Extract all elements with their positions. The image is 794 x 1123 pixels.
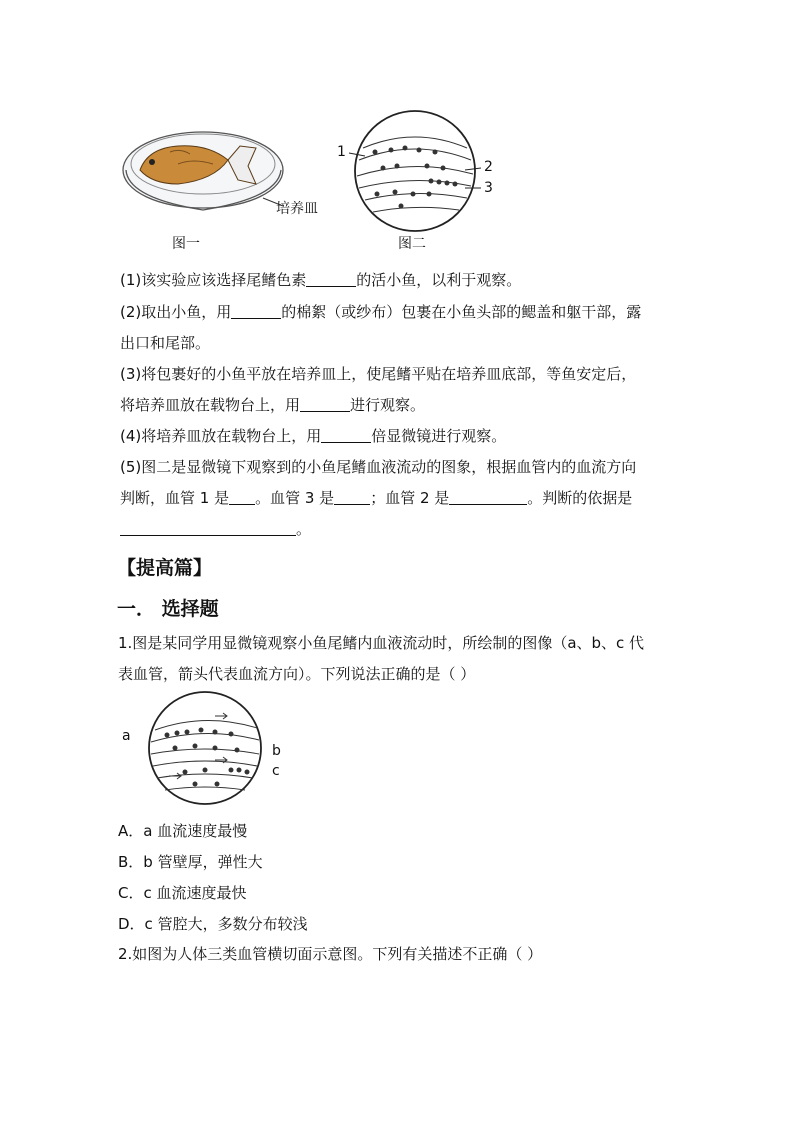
answer-blank bbox=[306, 272, 356, 287]
figure-one-caption: 图一 bbox=[172, 236, 200, 252]
step-5-cont: 判断，血管 1 是 。血管 3 是 ；血管 2 是 。判断的依据是 bbox=[120, 489, 633, 507]
step-3-cont: 将培养皿放在载物台上，用 进行观察。 bbox=[120, 396, 426, 414]
vessel-label-1: 1 bbox=[337, 144, 346, 160]
microscope-view-figure-2 bbox=[335, 108, 495, 238]
step-3: (3)将包裹好的小鱼平放在培养皿上，使尾鳍平贴在培养皿底部，等鱼安定后， bbox=[120, 365, 637, 383]
answer-blank bbox=[449, 490, 527, 505]
answer-blank bbox=[334, 490, 370, 505]
section-subtitle: 一． 选择题 bbox=[117, 598, 219, 620]
figure-two-caption: 图二 bbox=[398, 236, 426, 252]
vessel-label-2: 2 bbox=[484, 159, 493, 175]
option-c: C．c 血流速度最快 bbox=[118, 884, 247, 902]
answer-blank bbox=[229, 490, 255, 505]
vessel-label-3: 3 bbox=[484, 180, 493, 196]
section-title: 【提高篇】 bbox=[117, 557, 213, 579]
dish-label: 培养皿 bbox=[276, 201, 318, 217]
question-1-stem: 1.图是某同学用显微镜观察小鱼尾鳍内血液流动时，所绘制的图像（a、b、c 代 bbox=[118, 634, 645, 652]
option-d: D．c 管腔大，多数分布较浅 bbox=[118, 915, 308, 933]
option-b: B．b 管壁厚，弹性大 bbox=[118, 853, 263, 871]
answer-blank bbox=[321, 428, 371, 443]
answer-blank bbox=[120, 521, 296, 536]
vessel-label-b: b bbox=[272, 743, 281, 759]
step-2-cont: 出口和尾部。 bbox=[120, 334, 211, 352]
step-2: (2)取出小鱼，用 的棉絮（或纱布）包裹在小鱼头部的鳃盖和躯干部，露 bbox=[120, 303, 642, 321]
petri-dish-fish-figure bbox=[118, 118, 293, 223]
question-1-stem-cont: 表血管，箭头代表血流方向）。下列说法正确的是（ ） bbox=[118, 665, 476, 683]
step-5: (5)图二是显微镜下观察到的小鱼尾鳍血液流动的图象，根据血管内的血流方向 bbox=[120, 458, 637, 476]
step-1: (1)该实验应该选择尾鳍色素 的活小鱼，以利于观察。 bbox=[120, 271, 522, 289]
step-5-end: 。 bbox=[120, 519, 311, 539]
vessel-label-c: c bbox=[272, 763, 280, 779]
option-a: A．a 血流速度最慢 bbox=[118, 822, 248, 840]
step-4: (4)将培养皿放在载物台上，用 倍显微镜进行观察。 bbox=[120, 427, 507, 445]
question-2-stem: 2.如图为人体三类血管横切面示意图。下列有关描述不正确（ ） bbox=[118, 945, 543, 963]
answer-blank bbox=[231, 304, 281, 319]
vessel-label-a: a bbox=[122, 728, 131, 744]
answer-blank bbox=[300, 397, 350, 412]
vessel-drawing-q1 bbox=[145, 690, 270, 810]
